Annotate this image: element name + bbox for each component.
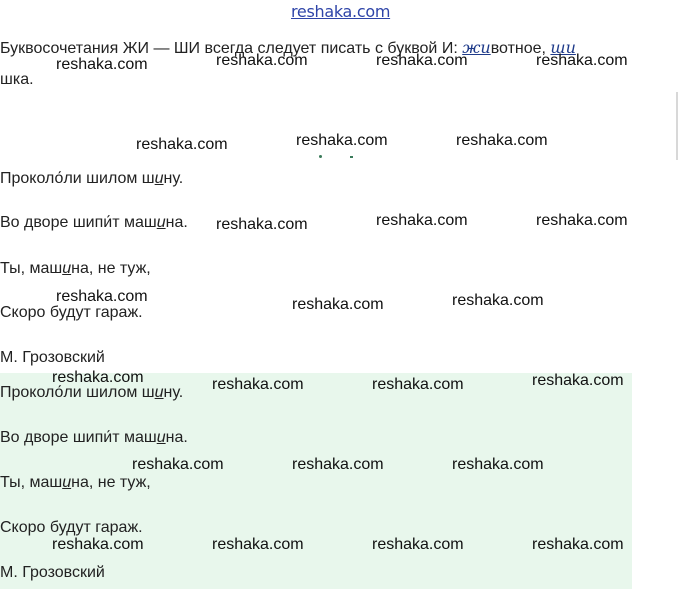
rule-word2-rest: шка. (0, 71, 34, 88)
watermark: reshaka.com (52, 369, 144, 386)
watermark: reshaka.com (372, 536, 464, 553)
watermark: reshaka.com (56, 288, 148, 305)
watermark: reshaka.com (132, 456, 224, 473)
poem-line-4: Скоро будут гараж. (0, 304, 143, 321)
watermark: reshaka.com (532, 372, 624, 389)
answer-line-4: Скоро будут гараж. (0, 519, 143, 536)
watermark: reshaka.com (452, 456, 544, 473)
watermark: reshaka.com (52, 536, 144, 553)
scrollbar[interactable] (676, 92, 678, 160)
watermark: reshaka.com (292, 456, 384, 473)
watermark: reshaka.com (376, 52, 468, 69)
watermark: reshaka.com (216, 216, 308, 233)
watermark: reshaka.com (216, 52, 308, 69)
answer-author: М. Грозовский (0, 564, 105, 581)
rule-word1-rest: вотное, (490, 40, 551, 57)
watermark: reshaka.com (452, 292, 544, 309)
poem-line-3: Ты, машина, не туж, (0, 260, 151, 277)
watermark: reshaka.com (296, 132, 388, 149)
watermark: reshaka.com (376, 212, 468, 229)
poem-author: М. Грозовский (0, 349, 105, 366)
site-logo[interactable]: reshaka.com (291, 2, 391, 21)
watermark: reshaka.com (456, 132, 548, 149)
watermark: reshaka.com (136, 136, 228, 153)
answer-line-2: Во дворе шипит машина. (0, 429, 188, 446)
decor-dot (350, 156, 353, 158)
watermark: reshaka.com (292, 296, 384, 313)
answer-line-3: Ты, машина, не туж, (0, 474, 151, 491)
watermark: reshaka.com (536, 212, 628, 229)
watermark: reshaka.com (372, 376, 464, 393)
answer-line-1: Проколо́ли шилом шину. (0, 384, 184, 401)
rule-before: Буквосочетания ЖИ — ШИ всегда следует писать с буквой И: (0, 40, 463, 57)
watermark: reshaka.com (532, 536, 624, 553)
poem-line-1: Проколо́ли шилом шину. (0, 170, 184, 187)
watermark: reshaka.com (212, 376, 304, 393)
poem-line-2: Во дворе шипит машина. (0, 214, 188, 231)
watermark: reshaka.com (212, 536, 304, 553)
rule-word2-highlight: ши (550, 38, 576, 57)
rule-word1-highlight: жи (462, 38, 491, 57)
decor-dot (319, 155, 322, 158)
watermark: reshaka.com (536, 52, 628, 69)
watermark: reshaka.com (56, 56, 148, 73)
